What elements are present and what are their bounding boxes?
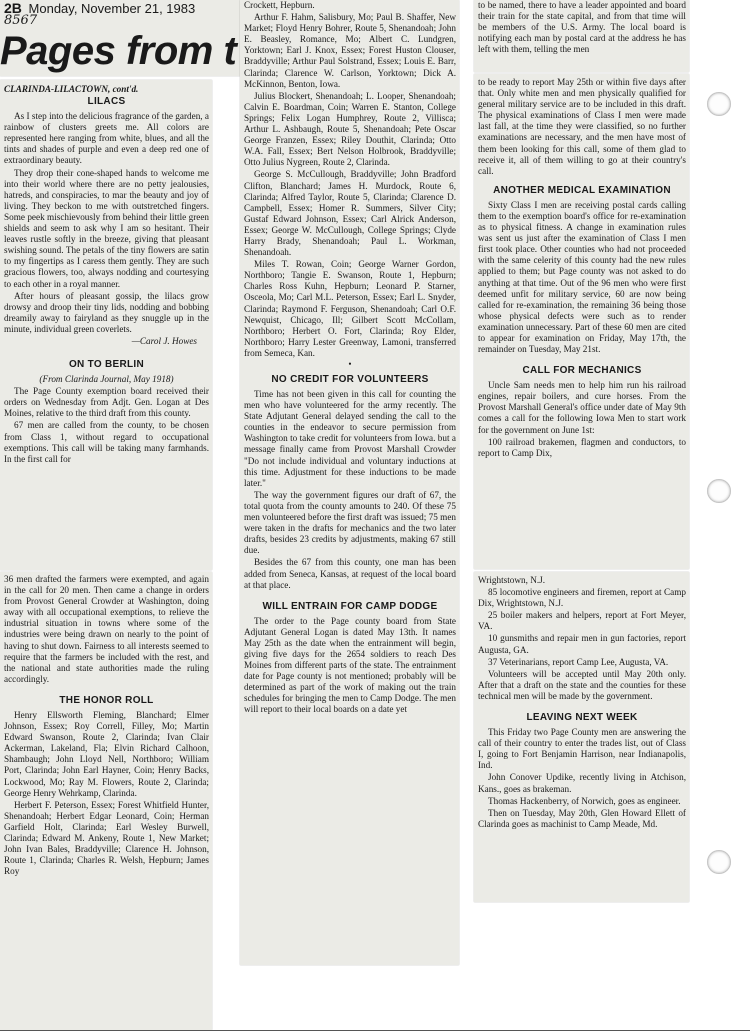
issue-date: Monday, November 21, 1983 xyxy=(28,1,196,16)
berlin-source: (From Clarinda Journal, May 1918) xyxy=(39,374,174,385)
paragraph: Uncle Sam needs men to help him run his railroad engines, repair boilers, and cure horses. From the Provost Marshall General's office under date of May 9th comes a call for the following Iowa Men to start work for the government on June 1st: xyxy=(478,380,686,435)
leaving-heading: LEAVING NEXT WEEK xyxy=(526,712,638,724)
entrain-continued-2 xyxy=(478,77,686,177)
paragraph: After hours of pleasant gossip, the lilacs grow drowsy and droop their tiny lids, nodding and bobbing dreamily away to fairyland as they snuggle up in the minute, individual green coverlets. xyxy=(4,290,209,334)
leaving-body xyxy=(478,727,686,830)
paragraph: 100 railroad brakemen, flagmen and conductors, to report to Camp Dix, xyxy=(478,436,686,458)
paragraph: Thomas Hackenberry, of Norwich, goes as engineer. xyxy=(488,795,681,806)
paragraph: Arthur F. Hahm, Salisbury, Mo; Paul B. Shaffer, New Market; Floyd Henry Bohrer, Route 5, Shenandoah; John E. Beasley, Romance, Mo; Albert C. Lundgren, Yorktown; Earl J. Knox, Essex; Forest Huston Clouser, Braddyville; Arthur Paul Solstrand, Essex; Louis E. Barr, Clarinda; Clarence W. Carlson, Yorktown; Dick A. McKinnon, Benton, Iowa. xyxy=(244,12,456,89)
mechanics-body xyxy=(478,380,686,459)
separator-dot: • xyxy=(348,359,352,369)
paragraph: Miles T. Rowan, Coin; George Warner Gordon, Northboro; Tangie E. Swanson, Route 1, Hepburn; Charles Ross Kuhn, Hepburn; Leonard P. Starner, Osceola, Mo; Carl M.L. Peterson, Essex; Earl L. Snyder, Clarinda; Raymond F. Ferguson, Shenandoah; Carl O.F. Newquist, Chicago, Ill; Gilbert Scott McCollam, Northboro; Herbert O. Fort, Clarinda; Roy Elder, Northboro; Harry Lester Greenway, Lamoni, transferred from Semeca, Kan. xyxy=(244,259,456,358)
entrain-continued xyxy=(478,0,686,55)
berlin-body xyxy=(4,386,209,465)
berlin-body-continued xyxy=(4,574,209,685)
paragraph: The way the government figures our draft of 67, the total quota from the county amounts to 240. Of these 75 men volunteered before the first draft was issued; 75 men were taken in the drafts for mechanics and the two later drafts, besides 23 credits by adjustments, making 67 still due. xyxy=(244,489,456,556)
no-credit-heading: NO CREDIT FOR VOLUNTEERS xyxy=(271,374,429,385)
paragraph: 85 locomotive engineers and firemen, report at Camp Dix, Wrightstown, N.J. xyxy=(478,587,686,609)
paragraph: to be named, there to have a leader appointed and board their train for the state capital, and from that time will be members of the U.S. Army. The local board is notifying each man by postal card at the address he has left with them, telling the men xyxy=(478,0,686,55)
paragraph: John Conover Updike, recently living in Atchison, Kans., goes as brakeman. xyxy=(478,772,686,794)
honor-roll-heading: THE HONOR ROLL xyxy=(59,694,154,706)
paragraph: Crockett, Hepburn. xyxy=(244,0,315,10)
paragraph: 25 boiler makers and helpers, report at Fort Meyer, VA. xyxy=(478,610,686,632)
lilacs-signature: —Carol J. Howes xyxy=(131,335,197,346)
binder-hole-top xyxy=(707,92,731,116)
page-number: 2B xyxy=(4,0,22,16)
page-bottom-edge xyxy=(0,1030,750,1031)
lilacs-body xyxy=(4,111,209,335)
paragraph: 36 men drafted the farmers were exempted, and again in the call for 20 men. Then came a change in orders from Provost General Crowder at Washington, doing away with all occupational exemptions, to relieve the industrial situation in towns where some of the industries were being drawn on nearly to the point of having to shut down. Fairness to all interests seemed to require that the farmers be included with the rest, and the national and state authorities made the ruling accordingly. xyxy=(4,574,209,684)
mechanics-heading: CALL FOR MECHANICS xyxy=(522,365,642,377)
handwritten-note: 8567 xyxy=(4,13,38,28)
paragraph: Then on Tuesday, May 20th, Glen Howard Ellett of Clarinda goes as machinist to Camp Meade, Md. xyxy=(478,807,686,829)
page-banner: Pages from t xyxy=(0,29,237,73)
paragraph: George S. McCullough, Braddyville; John Bradford Clifton, Blanchard; James H. Murdock, Route 6, Clarinda; Alfred Taylor, Route 5, Clarinda; Clarence D. Campbell, Essex; Homer R. Summers, Silver City; Gustaf Edward Johnson, Essex; Carl Alrick Anderson, Essex; George W. McCullough, College Springs; Clyde Harry Brady, Shenandoah; Paul L. Workman, Shenandoah. xyxy=(244,169,456,258)
honor-roll-body xyxy=(4,710,209,877)
paragraph: Sixty Class I men are receiving postal cards calling them to the exemption board's office for re-examination as to physical fitness. A change in examination rules was sent us just after the examination of Class I men first took place. Other counties who had not proceeded with the same celerity of this county had the new rules applied to them; but Page county was not asked to do anything at that time. Out of the 96 men who were first deemed unfit for military service, 60 are now being called for re-examination, the remaining 36 being those whose physical defects were such as to render examination unnecessary. Part of these 60 men are cited to appear for examination on Friday, May 17th, the remainder on Tuesday, May 21st. xyxy=(478,199,686,355)
medical-exam-heading: ANOTHER MEDICAL EXAMINATION xyxy=(493,184,671,196)
no-credit-body xyxy=(244,389,456,591)
column-2-clipping xyxy=(240,0,459,965)
paragraph: Wrightstown, N.J. xyxy=(478,575,546,585)
binder-hole-bottom xyxy=(707,850,731,874)
binder-hole-middle xyxy=(707,479,731,503)
column-1-clipping-a xyxy=(0,80,212,570)
paragraph: Time has not been given in this call for counting the men who have volunteered for the army recently. The State Adjutant General delayed sending the call to the counties in the endeavor to secure permission from Washington to take credit for volunteers from Iowa. but a message finally came from Provost Marshall Crowder "Do not include individual and voluntary inductions at this time. Adjustment for these inductions to be made later." xyxy=(244,389,456,488)
paragraph: Herbert F. Peterson, Essex; Forest Whitfield Hunter, Shenandoah; Herbert Edgar Leonard, Coin; Herman Garfield Holt, Clarinda; Earl Wesley Burwell, Clarinda; Edward M. Ankeny, Route 1, New Market; John Ivan Bales, Braddyville; Clarence H. Johnson, Route 1, Clarinda; Charles R. Welsh, Hepburn; James Roy xyxy=(4,799,209,877)
paragraph: Julius Blockert, Shenandoah; L. Looper, Shenandoah; Calvin E. Boardman, Coin; Warren E. Stanton, College Springs; Felix Logan Humphrey, Route 2, Villisca; Arthur L. Ashbaugh, Route 5, Shenandoah; Pete Oscar George Franzen, Essex; Riley Douthit, Clarinda; Otto W.A. Fall, Essex; Bert Nelson Holbrook, Braddyville; Otto Julius Nygreen, Route 2, Clarinda. xyxy=(244,90,456,168)
column-3-clipping-b xyxy=(474,74,689,569)
paragraph: As I step into the delicious fragrance of the garden, a rainbow of clusters greets me. All colors are represented here ranging from white, blues, and all the tints and shades of purple and even a deep red one of extraordinary beauty. xyxy=(4,111,209,166)
paragraph: Volunteers will be accepted until May 20th only. After that a draft on the state and the counties for these technical men will be made by the government. xyxy=(478,668,686,701)
paragraph: The order to the Page county board from State Adjutant General Logan is dated May 13th. It names May 25th as the date when the entrainment will begin, giving five days for the 2654 soldiers to reach Des Moines from different parts of the state. The entrainment date for Page county is not mentioned; probably will be determined as part of the work of making out the train schedules for bringing the men to Camp Dodge. The men will report to their local boards on a date yet xyxy=(244,615,456,715)
berlin-heading: ON TO BERLIN xyxy=(68,359,145,371)
masthead-clipping xyxy=(0,0,240,76)
column-3-clipping-c xyxy=(474,572,689,902)
paragraph: 67 men are called from the county, to be chosen from Class 1, without regard to occupational exemptions. This call will be taking many farmhands. In the first call for xyxy=(4,420,209,464)
mechanics-body-continued xyxy=(478,575,686,702)
camp-dodge-body xyxy=(244,616,456,716)
paragraph: 10 gunsmiths and repair men in gun factories, report Augusta, GA. xyxy=(478,633,686,655)
honor-roll-continued xyxy=(244,0,456,359)
column-3-clipping-a xyxy=(474,0,689,72)
continued-label: CLARINDA-LILACTOWN, cont'd. xyxy=(4,84,139,94)
paragraph: Henry Ellsworth Fleming, Blanchard; Elmer Johnson, Essex; Roy Correll, Filley, Mo; Martin Edward Swanson, Route 2, Clarinda; Ivan Clair Ackerman, Lakeland, Fla; Elvin Richard Calhoon, Shambaugh; John Lloyd Nell, Northboro; William Port, Clarinda; John Earl Hayner, Coin; Henry Backs, Lockwood, Mo; Ray M. Flowers, Route 2, Clarinda; George Henry Wehrkamp, Clarinda. xyxy=(4,709,209,798)
column-1-clipping-b xyxy=(0,572,212,1030)
paragraph: 37 Veterinarians, report Camp Lee, Augusta, VA. xyxy=(488,656,669,667)
paragraph: Besides the 67 from this county, one man has been added from Seneca, Kansas, at request of the local board at that place. xyxy=(244,557,456,590)
paragraph: to be ready to report May 25th or within five days after that. Only white men and men physically qualified for general military service are to be included in this draft. The physical examinations of Class I men were made last fall, at the time they were classified, so no further examinations are necessary, and the men have most of them been looking for this call, some of them glad to receive it, all of them willing to go at their country's call. xyxy=(478,77,686,176)
camp-dodge-heading: WILL ENTRAIN FOR CAMP DODGE xyxy=(262,600,438,612)
lilacs-heading: LILACS xyxy=(87,96,126,108)
paragraph: The Page County exemption board received their orders on Wednesday from Adjt. Gen. Logan at Des Moines, relative to the third draft from this county. xyxy=(4,386,209,419)
paragraph: This Friday two Page County men are answering the call of their country to enter the trades list, out of Class I, going to Fort Benjamin Harrison, near Indianapolis, Ind. xyxy=(478,727,686,771)
medical-exam-body xyxy=(478,200,686,355)
paragraph: They drop their cone-shaped hands to welcome me into their world where there are no petty jealousies, hatreds, and conspiracies, to mar the beauty and joy of living. They beckon to me with outstretched fingers. Some peek mischievously from behind their little green shields and seem to ask why I am so hesitant. Their leaves rustle softly in the breeze, giving that pleasant swishing sound. The petals of the tiny flowers are satin to my fingertips as I caress them gently. They are such gracious flowers, too, always nodding and courtesying to each other in a royal manner. xyxy=(4,167,209,289)
